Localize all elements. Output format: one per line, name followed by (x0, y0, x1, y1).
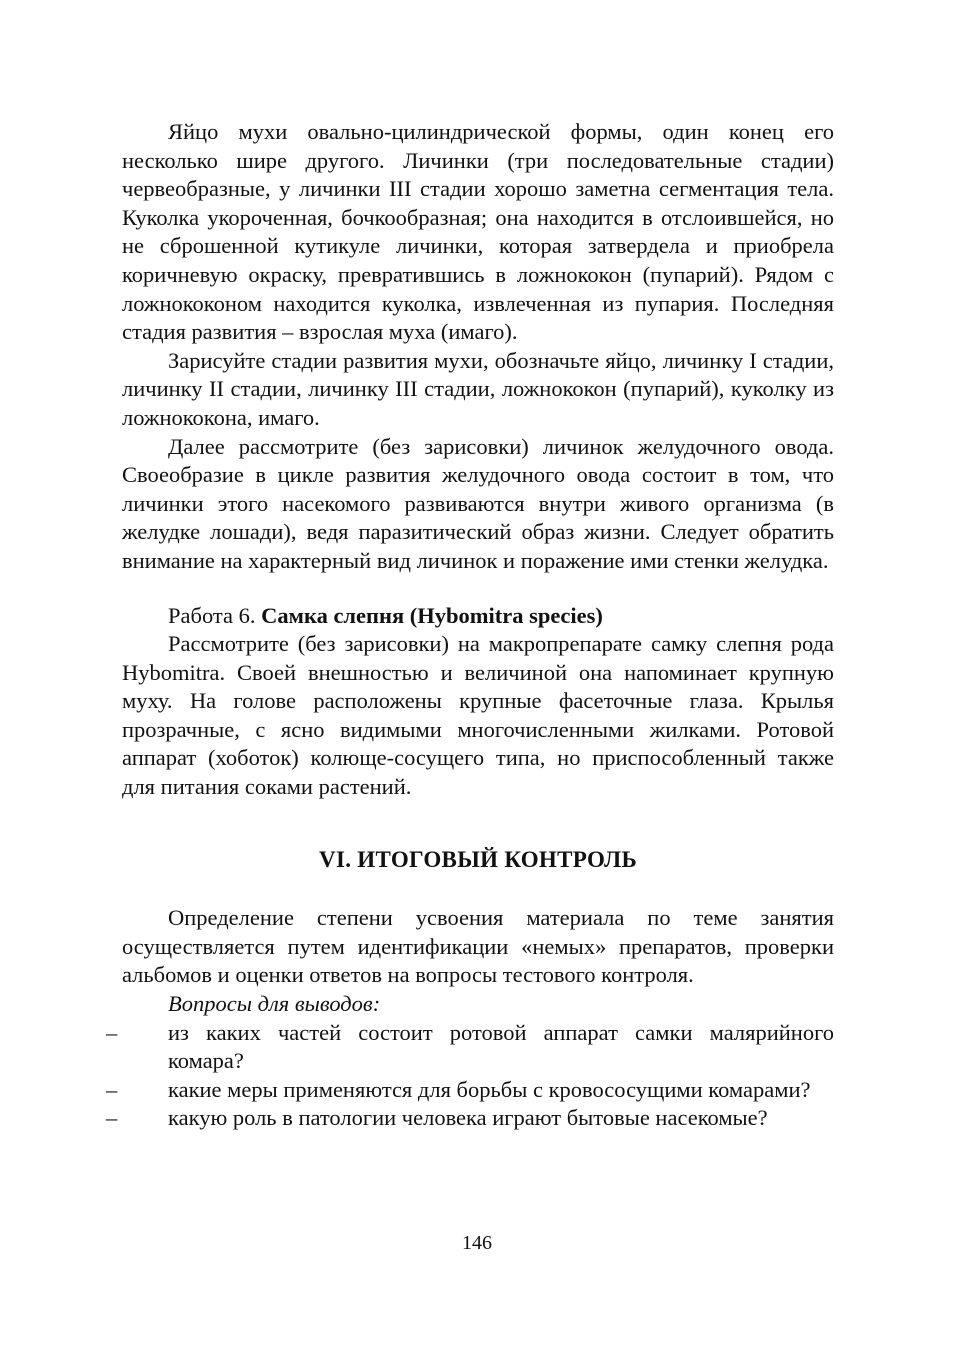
paragraph-horsefly: Рассмотрите (без зарисовки) на макропрепарате самку слепня рода Hybomitra. Своей внешностью и величиной она напоминает крупную муху. На голове расположены крупные фасеточные глаза. Крылья прозрачные, с ясно видимыми многочисленными жилками. Ротовой аппарат (хоботок) колюще-сосущего типа, но приспособленный также для питания соками растений. (122, 631, 834, 800)
questions-label: Вопросы для выводов: (168, 991, 381, 1017)
question-text: из каких частей состоит ротовой аппарат самки малярийного комара? (168, 1019, 834, 1074)
list-item (106, 1019, 834, 1076)
question-text: какую роль в патологии человека играют бытовые насекомые? (168, 1105, 768, 1131)
page-content (106, 118, 834, 1133)
list-dash: – (106, 1076, 118, 1102)
question-text: какие меры применяются для борьбы с кровососущими комарами? (168, 1076, 811, 1102)
paragraph-fly-development: Яйцо мухи овально-цилиндрической формы, один конец его несколько шире другого. Личинки (три последовательные стадии) червеобразные, у личинки III стадии хорошо заметна сегментация тела. Куколка укороченная, бочкообразная; она находится в отслоившейся, но не сброшенной кутикуле личинки, которая затвердела и приобрела коричневую окраску, превратившись в ложнококон (пупарий). Рядом с ложнококоном находится куколка, извлеченная из пупария. Последняя стадия развития – взрослая муха (имаго). (122, 119, 834, 345)
list-dash: – (106, 1105, 118, 1131)
questions-list (106, 1019, 834, 1133)
paragraph-botfly-larvae: Далее рассмотрите (без зарисовки) личинок желудочного овода. Своеобразие в цикле развития желудочного овода состоит в том, что личинки этого насекомого развиваются внутри живого организма (в желудке лошади), ведя паразитический образ жизни. Следует обратить внимание на характерный вид личинок и поражение ими стенки желудка. (122, 433, 834, 573)
list-item (106, 1104, 834, 1133)
work-6-label: Работа 6. (168, 602, 256, 628)
work-6-title (122, 602, 834, 631)
page-number: 146 (462, 1232, 492, 1254)
list-item (106, 1076, 834, 1105)
work-6-name: Самка слепня (Hybomitra species) (261, 602, 603, 628)
list-dash: – (106, 1019, 118, 1045)
section-heading: VI. ИТОГОВЫЙ КОНТРОЛЬ (319, 846, 637, 872)
paragraph-final-control: Определение степени усвоения материала по теме занятия осуществляется путем идентификации «немых» препаратов, проверки альбомов и оценки ответов на вопросы тестового контроля. (122, 905, 834, 988)
paragraph-drawing-task: Зарисуйте стадии развития мухи, обозначьте яйцо, личинку I стадии, личинку II стадии, личинку III стадии, ложнококон (пупарий), куколку из ложнококона, имаго. (122, 347, 834, 430)
